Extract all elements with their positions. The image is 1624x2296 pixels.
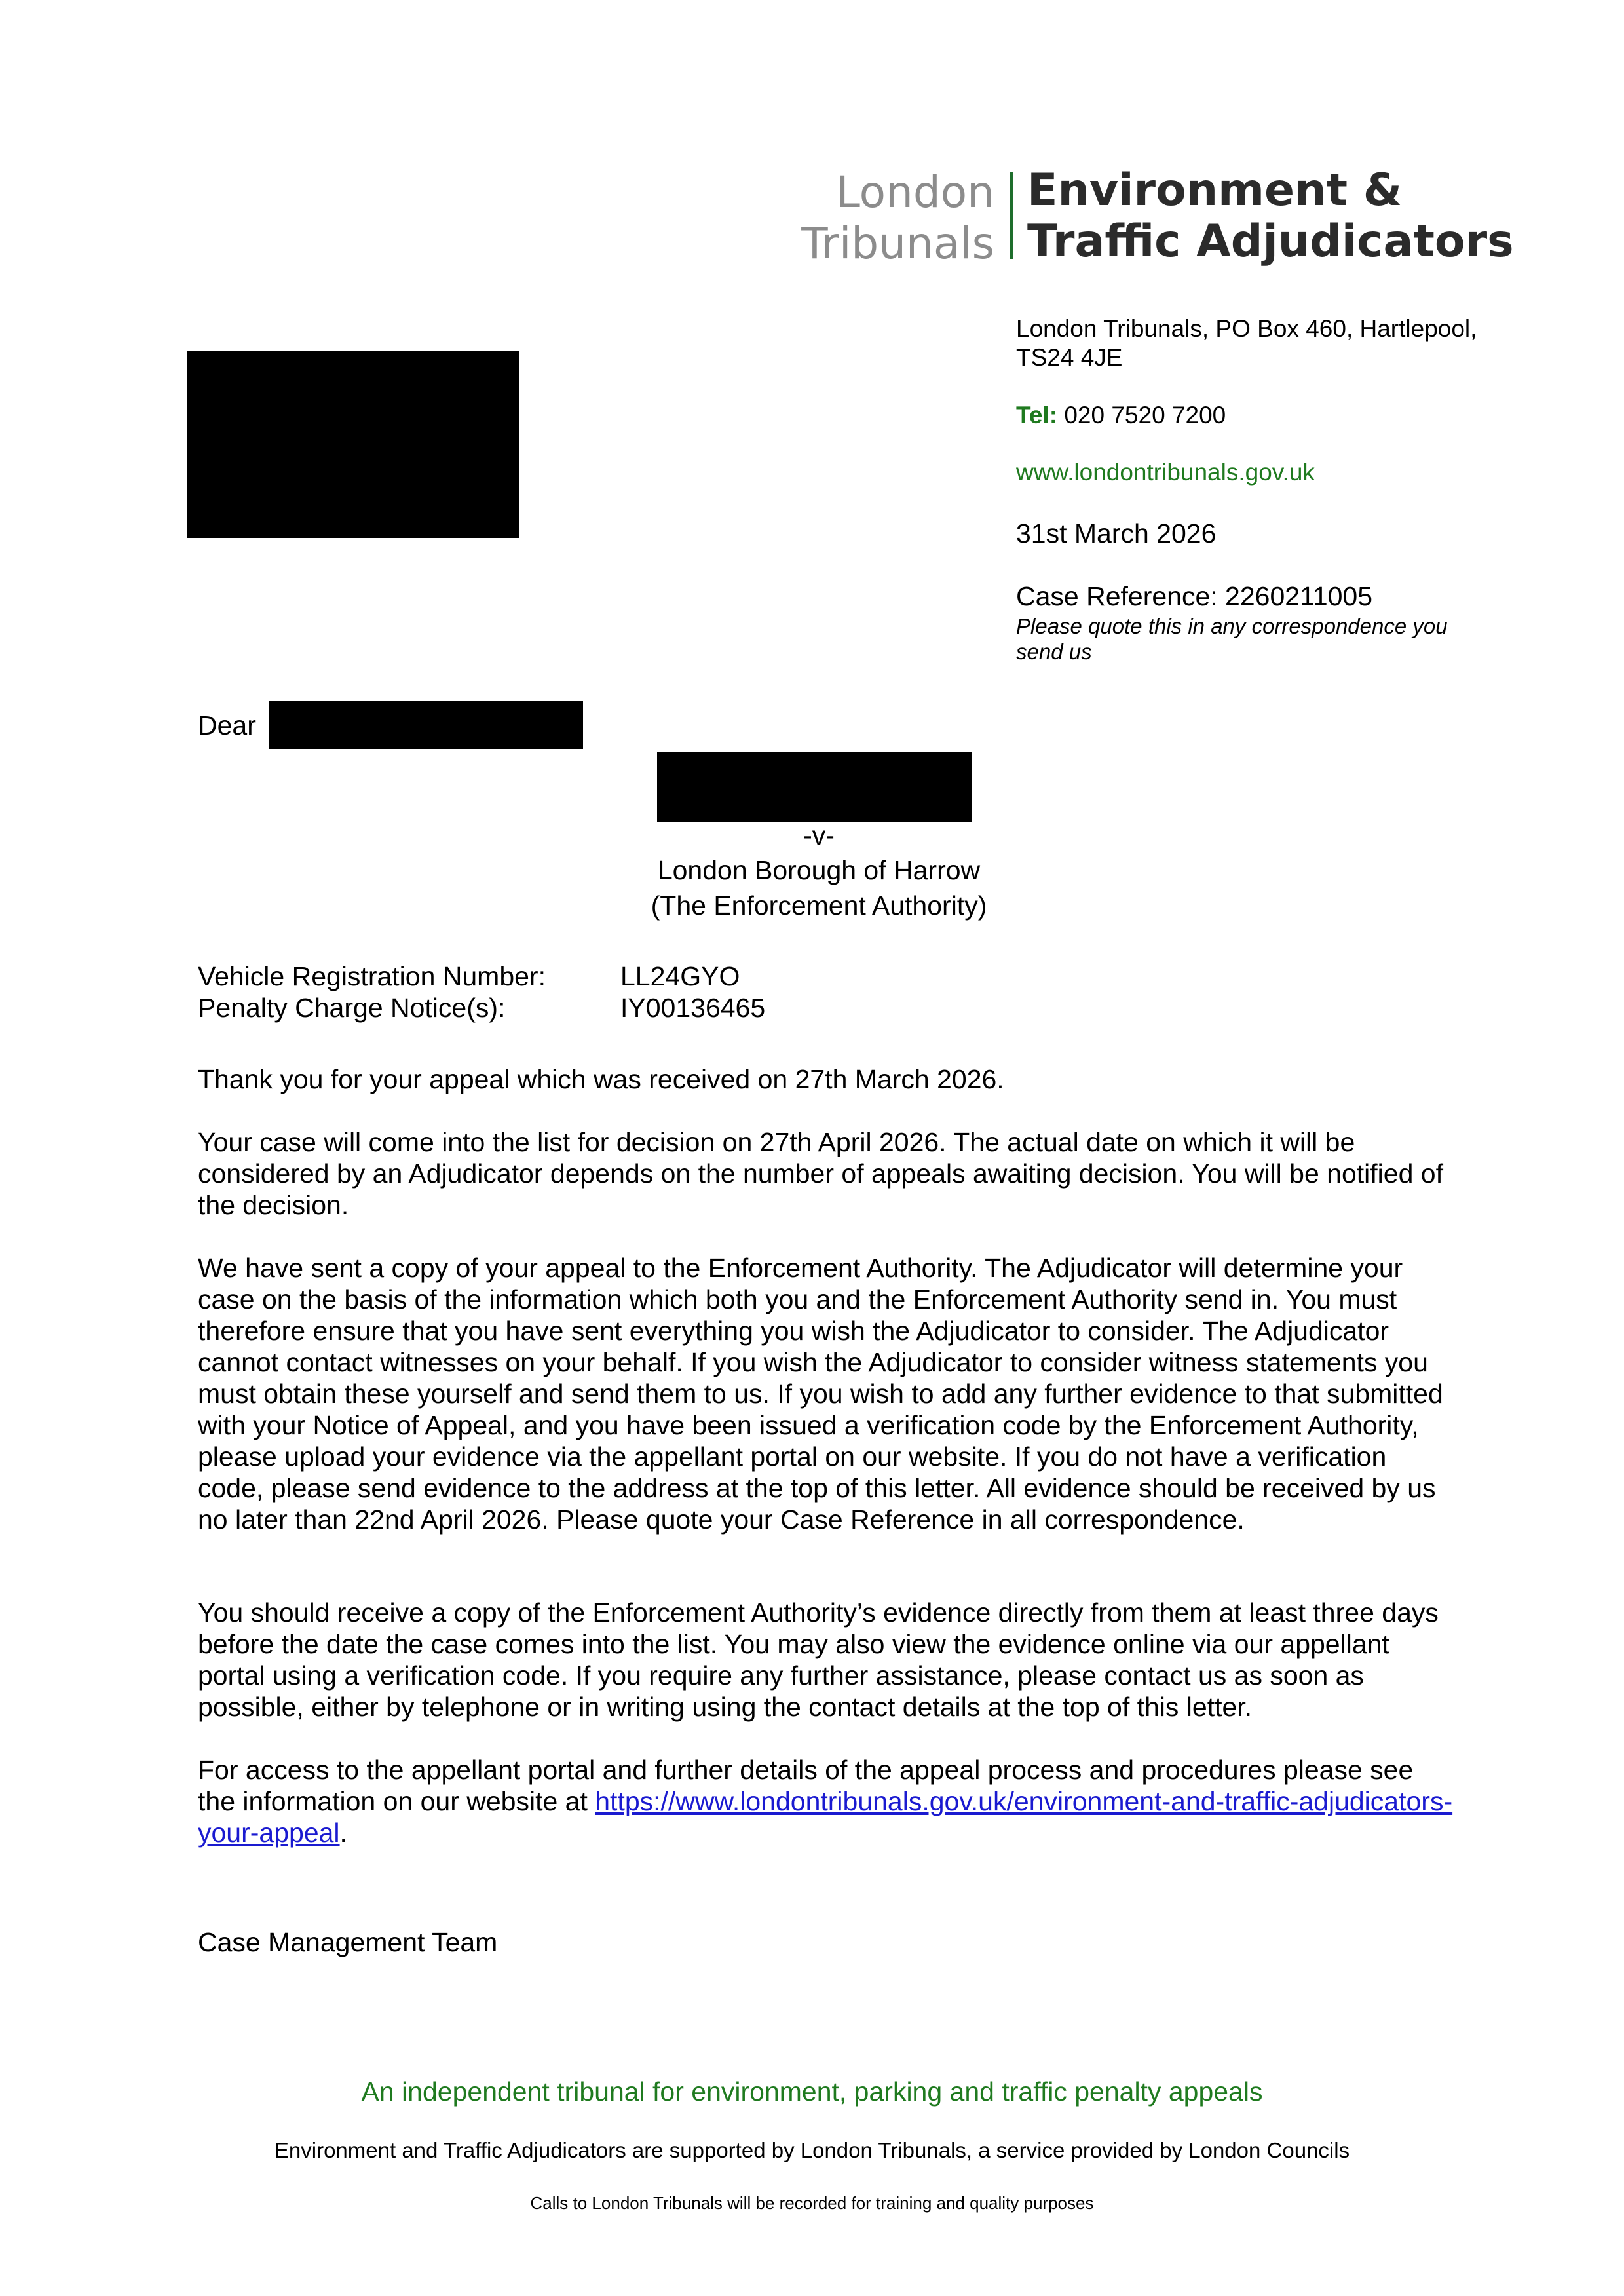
logo-line-london: London: [836, 167, 994, 218]
respondent-name: London Borough of Harrow: [657, 855, 981, 885]
case-reference: Case Reference: 2260211005: [1016, 581, 1373, 611]
logo-line-environment: Environment &: [1027, 164, 1403, 216]
respondent-role: (The Enforcement Authority): [651, 890, 987, 921]
paragraph-5: [198, 1754, 1456, 1848]
footer-tagline: An independent tribunal for environment, parking and traffic penalty appeals: [361, 2076, 1263, 2107]
tel-label: Tel:: [1016, 402, 1058, 429]
paragraph-5-suffix: .: [339, 1818, 347, 1848]
paragraph-3: We have sent a copy of your appeal to the Enforcement Authority. The Adjudicator will determine your case on the basis of the information which both you and the Enforcement Authority send in. You must therefore ensure that you have sent everything you wish the Adjudicator to consider. The Adjudicator cannot contact witnesses on your behalf. If you wish the Adjudicator to consider witness statements you must obtain these yourself and send them to us. If you wish to add any further evidence to that submitted with your Notice of Appeal, and you have been issued a verification code by the Enforcement Authority, please upload your evidence via the appellant portal on our website. If you do not have a verification code, please send evidence to the address at the top of this letter. All evidence should be received by us no later than 22nd April 2026. Please quote your Case Reference in all correspondence.: [198, 1253, 1443, 1535]
detail-label: Penalty Charge Notice(s):: [198, 993, 506, 1023]
detail-value: LL24GYO: [620, 961, 740, 991]
detail-value: IY00136465: [620, 993, 766, 1023]
tel-number: 020 7520 7200: [1064, 402, 1226, 429]
redacted-appellant-name: [657, 752, 972, 822]
address-line-1: London Tribunals, PO Box 460, Hartlepool,: [1016, 315, 1477, 342]
detail-label: Vehicle Registration Number:: [198, 961, 546, 991]
footer-support: Environment and Traffic Adjudicators are supported by London Tribunals, a service provided by London Councils: [274, 2138, 1350, 2162]
sender-address: [1016, 315, 1477, 372]
sender-website: www.londontribunals.gov.uk: [1016, 459, 1315, 486]
case-reference-note: [1016, 613, 1448, 664]
sender-telephone: [1016, 401, 1226, 430]
address-line-2: TS24 4JE: [1016, 344, 1123, 371]
salutation: [198, 710, 1456, 741]
case-reference-note-line-1: Please quote this in any correspondence you: [1016, 614, 1448, 638]
details-block: [198, 961, 1456, 1024]
detail-row: [198, 961, 1456, 992]
paragraph-4: You should receive a copy of the Enforcement Authority’s evidence directly from them at least three days before the date the case comes into the list. You may also view the evidence online via our appellant portal using a verification code. If you require any further assistance, please contact us as soon as possible, either by telephone or in writing using the contact details at the top of this letter.: [198, 1598, 1439, 1722]
salutation-text: Dear: [198, 710, 256, 740]
signature: Case Management Team: [198, 1927, 498, 1957]
logo-line-tribunals: Tribunals: [801, 218, 994, 269]
detail-row: [198, 992, 1456, 1024]
footer-calls: Calls to London Tribunals will be recorded for training and quality purposes: [530, 2193, 1094, 2213]
logo-line-traffic-adjudicators: Traffic Adjudicators: [1027, 216, 1514, 267]
appeal-info-link[interactable]: https://www.londontribunals.gov.uk/environment-and-traffic-adjudicators-your-appeal: [198, 1786, 1453, 1848]
letter-date: 31st March 2026: [1016, 518, 1217, 548]
paragraph-2: Your case will come into the list for decision on 27th April 2026. The actual date on which it will be considered by an Adjudicator depends on the number of appeals awaiting decision. You will be notified of the decision.: [198, 1127, 1443, 1220]
logo-divider: [1010, 172, 1013, 259]
versus: -v-: [803, 820, 835, 851]
paragraph-5-prefix: For access to the appellant portal and further details of the appeal process and procedures please see the information on our website at: [198, 1755, 1414, 1816]
case-reference-note-line-2: send us: [1016, 640, 1092, 664]
logo-wordmark-eta: [1027, 165, 1514, 267]
logo-wordmark-london-tribunals: [773, 167, 994, 269]
redacted-recipient-address: [187, 351, 519, 538]
paragraph-1: Thank you for your appeal which was received on 27th March 2026.: [198, 1064, 1004, 1094]
